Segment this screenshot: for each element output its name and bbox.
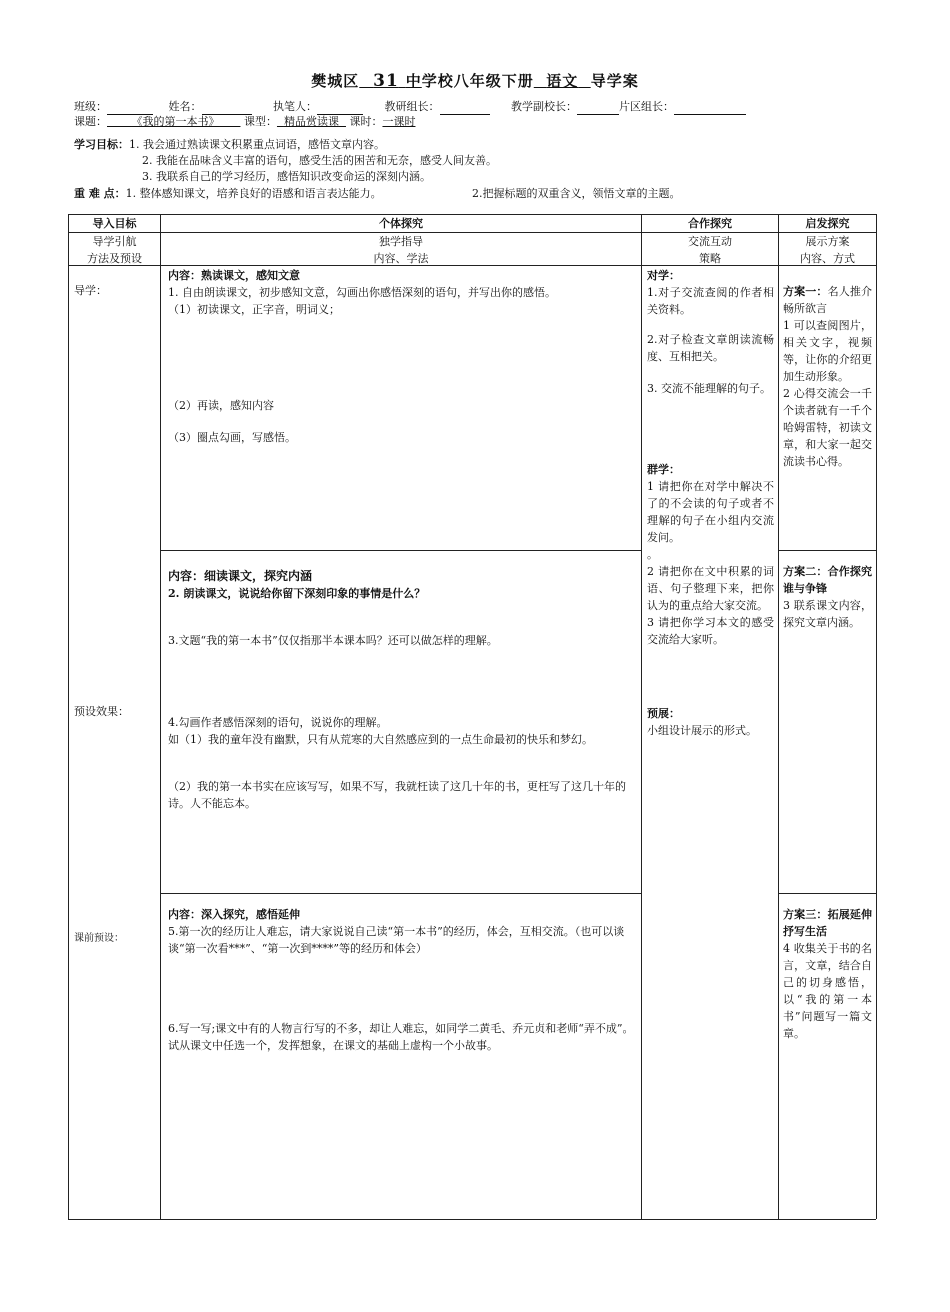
duixue-item-2: 2.对子检查文章朗读流畅度、互相把关。 [647,333,774,363]
plan-3 [783,906,872,1042]
author-label: 执笔人： [273,100,317,113]
section-2 [168,568,636,602]
section-1 [168,267,636,318]
key-points-line [74,185,382,202]
goals-line-3 [142,168,431,185]
header-col-4: 启发探究 [805,217,850,230]
question-1: 1. 自由朗读课文，初步感知文意，勾画出你感悟深刻的语句，并写出你的感悟。 [168,286,556,299]
topic-value: 《我的第一本书》 [131,115,220,128]
goals-line-2 [142,152,497,169]
section-3-heading: 内容：深入探究，感悟延伸 [168,908,300,921]
table-divider-col4-b [778,893,876,894]
research-field[interactable] [440,101,490,115]
table-divider-col4-a [778,550,876,551]
duixue-item-1: 1.对子交流查阅的作者相关资料。 [647,286,774,316]
goals-label: 学习目标： [74,138,129,151]
plan-2-item-a: 3 联系课文内容，探究文章内涵。 [783,599,872,629]
header-col-2: 个体探究 [379,217,423,230]
topic-label: 课题： [74,115,107,128]
question-1a: （1）初读课文，正字音，明词义； [168,303,340,316]
table-border-left [68,214,69,1219]
table-border-bottom [68,1219,876,1220]
title-school-num: 31 [373,71,399,91]
qunxue-block [647,461,774,648]
plan-1 [783,283,872,470]
plan-2 [783,563,872,631]
page-title [0,70,950,91]
title-subject: 语文 [546,72,579,90]
daoxue-label: 导学： [74,284,107,297]
header-col-1: 导入目标 [92,217,137,230]
subheader-col-3: 交流互动 策略 [688,235,732,265]
yuzhan-item-1: 小组设计展示的形式。 [647,724,757,737]
yuzhan-block [647,705,774,739]
question-6: 6.写一写;课文中有的人物言行写的不多，却让人难忘，如同学二黄毛、乔元贞和老师“弄不成”。试从课文中任选一个，发挥想象，在课文的基础上虚构一个小故事。 [168,1022,634,1052]
table-divider-col2-b [160,893,641,894]
area-label: 片区组长： [619,100,674,113]
type-value: 精品赏读课 [283,115,339,128]
section-3 [168,906,638,957]
subheader-col-1: 导学引航 方法及预设 [87,235,142,265]
plan-3-title: 方案三：拓展延伸 抒写生活 [783,908,872,938]
key-point-1: 1. 整体感知课文，培养良好的语感和语言表达能力。 [125,187,382,200]
plan-1-subtitle: 名人推介 畅所欲言 [783,285,873,315]
yuzhan-label: 预展： [647,707,680,720]
plan-3-item-a: 4 收集关于书的名言，文章，结合自己的切身感悟，以“我的第一本书”问题写一篇文章。 [783,942,872,1040]
vice-principal-label: 教学副校长： [511,100,577,113]
title-school: 中 [405,72,422,90]
plan-1-item-a: 1 可以查阅图片，相关文字，视频等，让你的介绍更加生动形象。 [783,319,872,383]
yushe-label: 预设效果： [74,705,129,718]
key-point-2: 2.把握标题的双重含义，领悟文章的主题。 [472,187,681,200]
qunxue-item-3: 3 请把你学习本文的感受交流给大家听。 [647,616,774,646]
title-doc-type: 导学案 [590,72,639,90]
area-field[interactable] [674,101,746,115]
duixue-label: 对学： [647,269,680,282]
section-1-heading: 内容：熟读课文，感知文意 [168,269,300,282]
subheader-col-4: 展示方案 内容、方式 [800,235,855,265]
qunxue-item-1: 1 请把你在对学中解决不了的不会读的句子或者不理解的句子在小组内交流发问。 [647,480,774,544]
research-label: 教研组长： [384,100,440,113]
table-border-right [876,214,877,1219]
question-2: 2. 朗读课文，说说给你留下深刻印象的事情是什么？ [168,587,426,600]
kqys-label: 课前预设： [74,933,124,944]
qunxue-dot: 。 [647,548,658,561]
class-label: 班级： [74,100,107,113]
goal-item: 2. 我能在品味含义丰富的语句，感受生活的困苦和无奈，感受人间友善。 [142,154,497,167]
type-label: 课型： [243,115,277,128]
key-points-label: 重 难 点： [74,187,126,200]
question-4b: （2）我的第一本书实在应该写写，如果不写，我就枉读了这几十年的书，更枉写了这几十年的诗。人不能忘本。 [168,780,626,810]
table-col-divider-2 [641,214,642,1219]
qunxue-item-2: 2 请把你在文中积累的词语、句子整理下来，把你认为的重点给大家交流。 [647,565,774,612]
duixue-block [647,267,774,318]
question-5: 5.第一次的经历让人难忘，请大家说说自己读“第一本书”的经历，体会，互相交流。（也可以谈谈“第一次看***”、“第一次到****”等的经历和体会） [168,925,625,955]
question-4: 4.勾画作者感悟深刻的语句，说说你的理解。 [168,716,388,729]
duixue-item-3: 3. 交流不能理解的句子。 [647,382,771,395]
question-4a: 如（1）我的童年没有幽默，只有从荒寒的大自然感应到的一点生命最初的快乐和梦幻。 [168,733,593,746]
title-district: 樊城区 [311,72,360,90]
plan-1-item-b: 2 心得交流会一千个读者就有一千个哈姆雷特，初读文章，和大家一起交流读书心得。 [783,387,872,468]
table-col-divider-3 [778,214,779,1219]
question-1b: （2）再读，感知内容 [168,399,274,412]
header-col-3: 合作探究 [688,217,732,230]
goal-item: 1. 我会通过熟读课文积累重点词语，感悟文章内容。 [129,138,385,151]
hours-label: 课时： [349,115,383,128]
hours-value: 一课时 [382,115,416,128]
table-divider-col2-a [160,550,641,551]
qunxue-label: 群学： [647,463,680,476]
title-grade: 学校八年级下册 [421,72,534,90]
plan-1-title: 方案一： [783,285,828,298]
question-1c: （3）圈点勾画，写感悟。 [168,431,296,444]
section-2-heading: 内容：细读课文，探究内涵 [168,569,313,583]
goal-item: 3. 我联系自己的学习经历，感悟知识改变命运的深刻内涵。 [142,170,431,183]
name-label: 姓名： [168,100,202,113]
question-3: 3.文题“我的第一本书”仅仅指那半本课本吗？还可以做怎样的理解。 [168,634,498,647]
plan-2-title: 方案二：合作探究 谁与争锋 [783,565,872,595]
table-col-divider-1 [160,214,161,1219]
key-point-2-wrap [472,185,681,202]
goals-line-1 [74,136,385,153]
question-4-block [168,714,636,748]
vice-principal-field[interactable] [577,101,619,115]
subheader-col-2: 独学指导 内容、学法 [373,235,429,265]
topic-line [74,113,415,130]
